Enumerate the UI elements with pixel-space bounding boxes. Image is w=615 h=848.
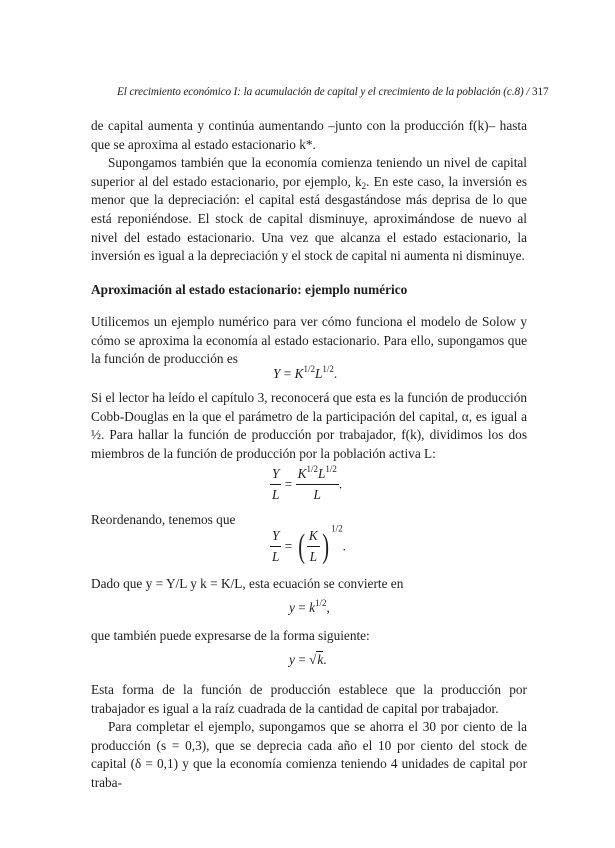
equation-y-k-half: $y = k^{1/2}$, — [289, 598, 330, 615]
equation-per-worker-division: $\frac{Y}{L}$ = $\frac{K^{1/2}L^{1/2}}{L}$ . — [272, 464, 343, 502]
equation-y-sqrt-k: y = √k. — [289, 652, 327, 667]
intro-paragraph-block — [91, 313, 527, 369]
paragraph-numeric-example: Utilicemos un ejemplo numérico para ver cómo funciona el modelo de Solow y cómo se aproxima la economía al estado estacionario. Para ello, supongamos que la función de producción es — [91, 314, 527, 367]
equation-rearranged: $\frac{Y}{L}$ = ( $\frac{K}{L}$ ) $^{1/2}$. — [272, 523, 346, 565]
header-separator: / — [526, 86, 530, 98]
paragraph-continuation: de capital aumenta y continúa aumentando –junto con la producción f(k)– hasta que se aproxima al estado estacionario k*. — [91, 118, 527, 152]
paragraph-above-steady-state-start: Supongamos también que la economía comienza teniendo un nivel de capital superior al del estado estacionario, por ejemplo, k — [91, 155, 527, 189]
paragraph-square-root: Esta forma de la función de producción establece que la producción por trabajador es igual a la raíz cuadrada de la cantidad de capital por trabajador. — [91, 682, 527, 716]
section-heading: Aproximación al estado estacionario: ejemplo numérico — [91, 282, 408, 297]
equation-production-function: $Y = K^{1/2}L^{1/2}$. — [273, 364, 338, 381]
paragraph-cobb-douglas: Si el lector ha leído el capítulo 3, reconocerá que esta es la función de producción Cobb-Douglas en la que el parámetro de la participación del capital, α, es igual a ½. Para hallar la función de producción por trabajador, f(k), dividimos los dos miembros de la función de producción por la población activa L: — [91, 390, 527, 461]
substitution-paragraph-block — [91, 575, 527, 594]
top-text-block — [91, 117, 527, 266]
paragraph-complete-example: Para completar el ejemplo, supongamos que se ahorra el 30 por ciento de la producción (s = 0,3), que se deprecia cada año el 10 por ciento del stock de capital (δ = 0,1) y que la economía comienza teniendo 4 unidades de capital por traba- — [91, 719, 527, 790]
alternate-form-paragraph-block — [91, 627, 527, 646]
paragraph-above-steady-state — [91, 154, 527, 266]
paragraph-above-steady-state-end: . En este caso, la inversión es menor que la depreciación: el capital está desgastándose más deprisa de lo que está reponiéndose. El stock de capital disminuye, aproximándose de nuevo al nivel del estado estacionario. Una vez que alcanza el estado estacionario, la inversión es igual a la depreciación y el stock de capital ni aumenta ni disminuye. — [91, 173, 527, 264]
rearranging-paragraph-block — [91, 511, 527, 530]
running-header — [117, 86, 549, 98]
k2-subscript: 2 — [361, 180, 367, 191]
cobb-douglas-paragraph-block — [91, 389, 527, 463]
page-number: 317 — [532, 86, 549, 98]
paragraph-substitution: Dado que y = Y/L y k = K/L, esta ecuación se convierte en — [91, 576, 404, 591]
paragraph-rearranging: Reordenando, tenemos que — [91, 512, 236, 527]
running-title: El crecimiento económico I: la acumulación de capital y el crecimiento de la población (c.8) — [117, 86, 524, 98]
bottom-text-block — [91, 681, 527, 793]
paragraph-alternate-form: que también puede expresarse de la forma siguiente: — [91, 628, 370, 643]
